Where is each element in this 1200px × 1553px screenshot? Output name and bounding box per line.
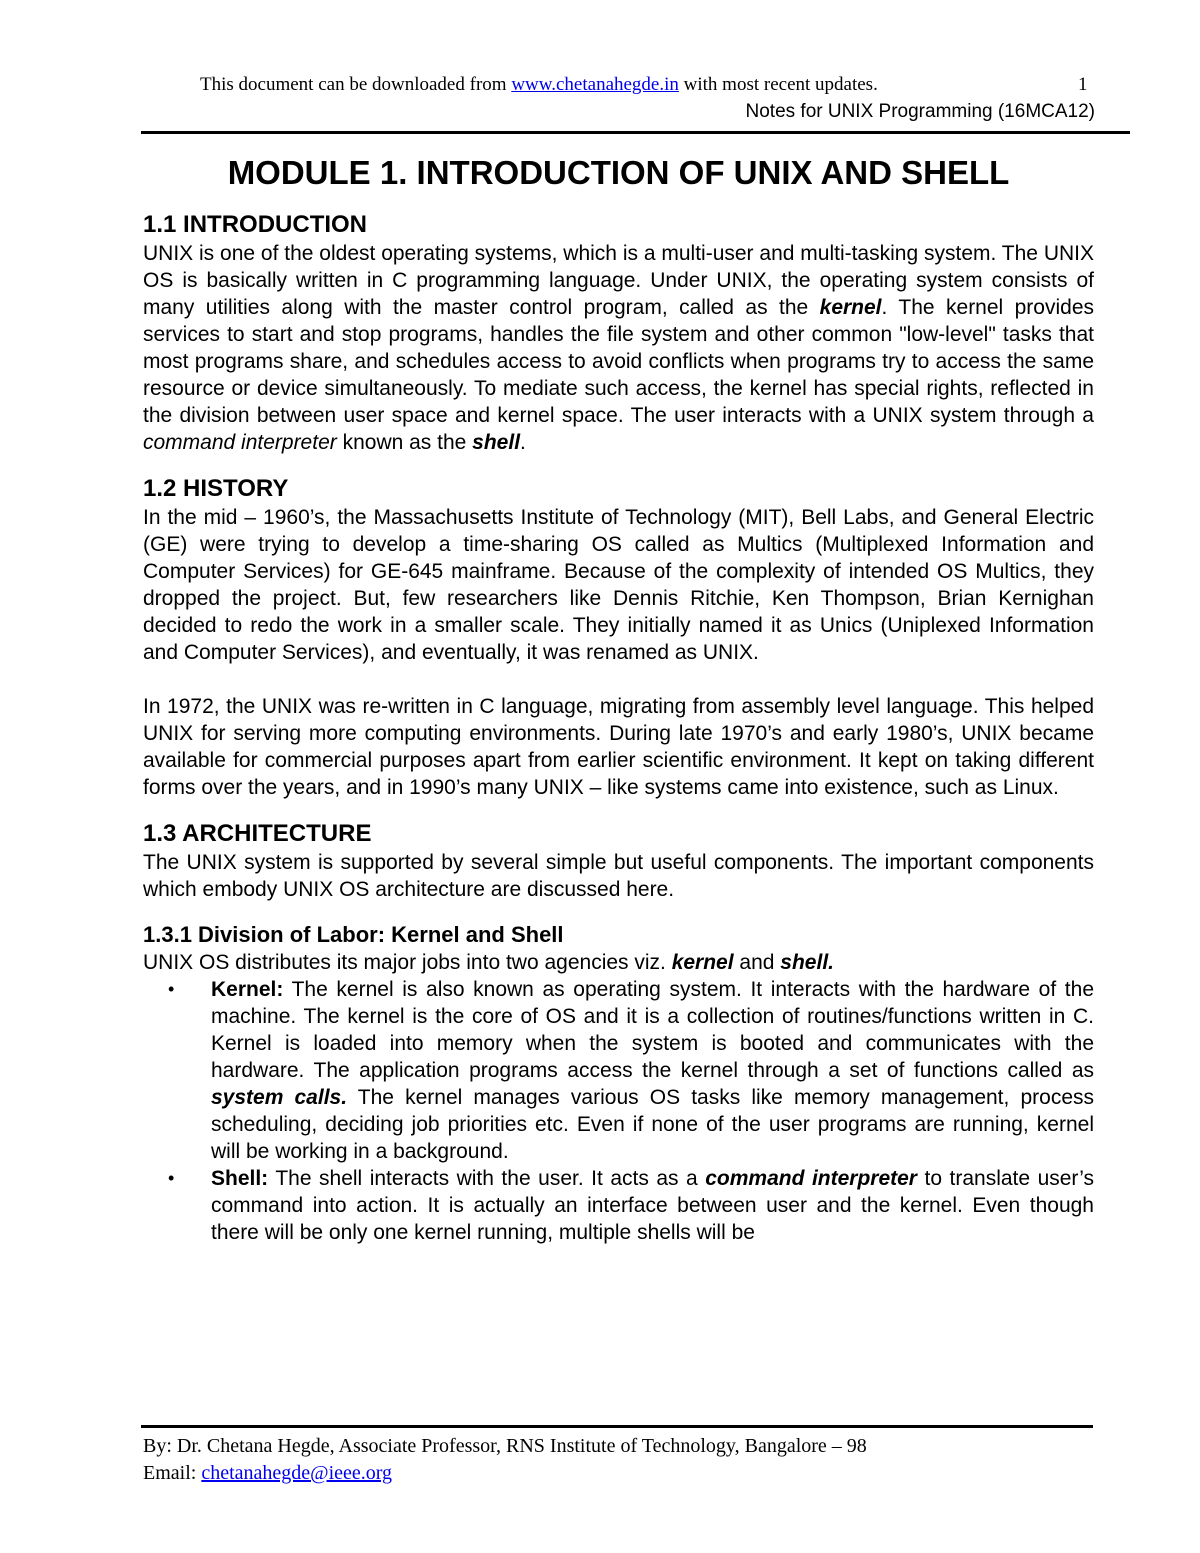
email-link[interactable]: chetanahegde@ieee.org: [201, 1462, 393, 1484]
division-intro: UNIX OS distributes its major jobs into two agencies viz. kernel and shell.: [143, 951, 834, 974]
command-interpreter-term: command interpreter: [143, 431, 337, 454]
section-heading-architecture: 1.3 ARCHITECTURE: [143, 820, 372, 847]
page-number: 1: [1078, 74, 1088, 95]
architecture-paragraph: The UNIX system is supported by several simple but useful components. The important components which embody UNIX OS architecture are discussed here.: [143, 851, 1094, 901]
shell-term: shell: [472, 431, 521, 454]
footer: [143, 1433, 1095, 1487]
site-link[interactable]: www.chetanahegde.in: [511, 74, 679, 95]
command-interpreter-term-2: command interpreter: [705, 1167, 917, 1190]
bullet-icon: •: [168, 1168, 175, 1188]
kernel-term: kernel: [819, 296, 882, 319]
history-paragraph-1: In the mid – 1960’s, the Massachusetts Institute of Technology (MIT), Bell Labs, and General Electric (GE) were trying to develop a time-sharing OS called as Multics (Multiplexed Information and Computer Services) for GE-645 mainframe. Because of the complexity of intended OS Multics, they dropped the project. But, few researchers like Dennis Ritchie, Ken Thompson, Brian Kernighan decided to redo the work in a smaller scale. They initially named it as Unics (Uniplexed Information and Computer Services), and eventually, it was renamed as UNIX.: [143, 506, 1094, 664]
course-title: Notes for UNIX Programming (16MCA12): [745, 101, 1095, 122]
shell-label: Shell:: [211, 1167, 269, 1190]
division-bullet-list: [143, 976, 1094, 1246]
footer-divider: [141, 1425, 1093, 1428]
bullet-icon: •: [168, 979, 175, 999]
list-item-kernel: • Kernel: The kernel is also known as operating system. It interacts with the hardware of the machine. The kernel is the core of OS and it is a collection of routines/functions written in C. Kernel is loaded into memory when the system is booted and communicates with the hardware. The application programs access the kernel through a set of functions called as system calls. The kernel manages various OS tasks like memory management, process scheduling, deciding job priorities etc. Even if none of the user programs are running, kernel will be working in a background.: [168, 978, 1094, 1163]
list-item-shell: • Shell: The shell interacts with the user. It acts as a command interpreter to translate user’s command into action. It is actually an interface between user and the kernel. Even though there will be only one kernel running, multiple shells will be: [168, 1167, 1094, 1244]
section-heading-introduction: 1.1 INTRODUCTION: [143, 211, 368, 238]
history-paragraph-2: In 1972, the UNIX was re-written in C language, migrating from assembly level language. This helped UNIX for serving more computing environments. During late 1970’s and early 1980’s, UNIX became available for commercial purposes apart from earlier scientific environment. It kept on taking different forms over the years, and in 1990’s many UNIX – like systems came into existence, such as Linux.: [143, 695, 1094, 799]
footer-email-line: Email: chetanahegde@ieee.org: [143, 1462, 393, 1484]
module-title: MODULE 1. INTRODUCTION OF UNIX AND SHELL: [227, 154, 1010, 191]
introduction-paragraph: UNIX is one of the oldest operating systems, which is a multi-user and multi-tasking system. The UNIX OS is basically written in C programming language. Under UNIX, the operating system consists of many utilities along with the master control program, called as the kernel. The kernel provides services to start and stop programs, handles the file system and other common "low-level" tasks that most programs share, and schedules access to avoid conflicts when programs try to access the same resource or device simultaneously. To mediate such access, the kernel has special rights, reflected in the division between user space and kernel space. The user interacts with a UNIX system through a command interpreter known as the shell.: [143, 242, 1095, 454]
subsection-heading-division-of-labor: 1.3.1 Division of Labor: Kernel and Shell: [143, 922, 564, 947]
header-divider: [141, 131, 1130, 134]
header-download-suffix: with most recent updates.: [678, 74, 878, 95]
header-download-note: [200, 72, 1100, 98]
system-calls-term: system calls.: [211, 1086, 348, 1109]
main-content: [143, 148, 1094, 1246]
header-download-prefix: This document can be downloaded from: [200, 74, 512, 95]
section-heading-history: 1.2 HISTORY: [143, 475, 289, 502]
footer-author: By: Dr. Chetana Hegde, Associate Professor, RNS Institute of Technology, Bangalore – 98: [143, 1435, 867, 1457]
kernel-label: Kernel:: [211, 978, 284, 1001]
